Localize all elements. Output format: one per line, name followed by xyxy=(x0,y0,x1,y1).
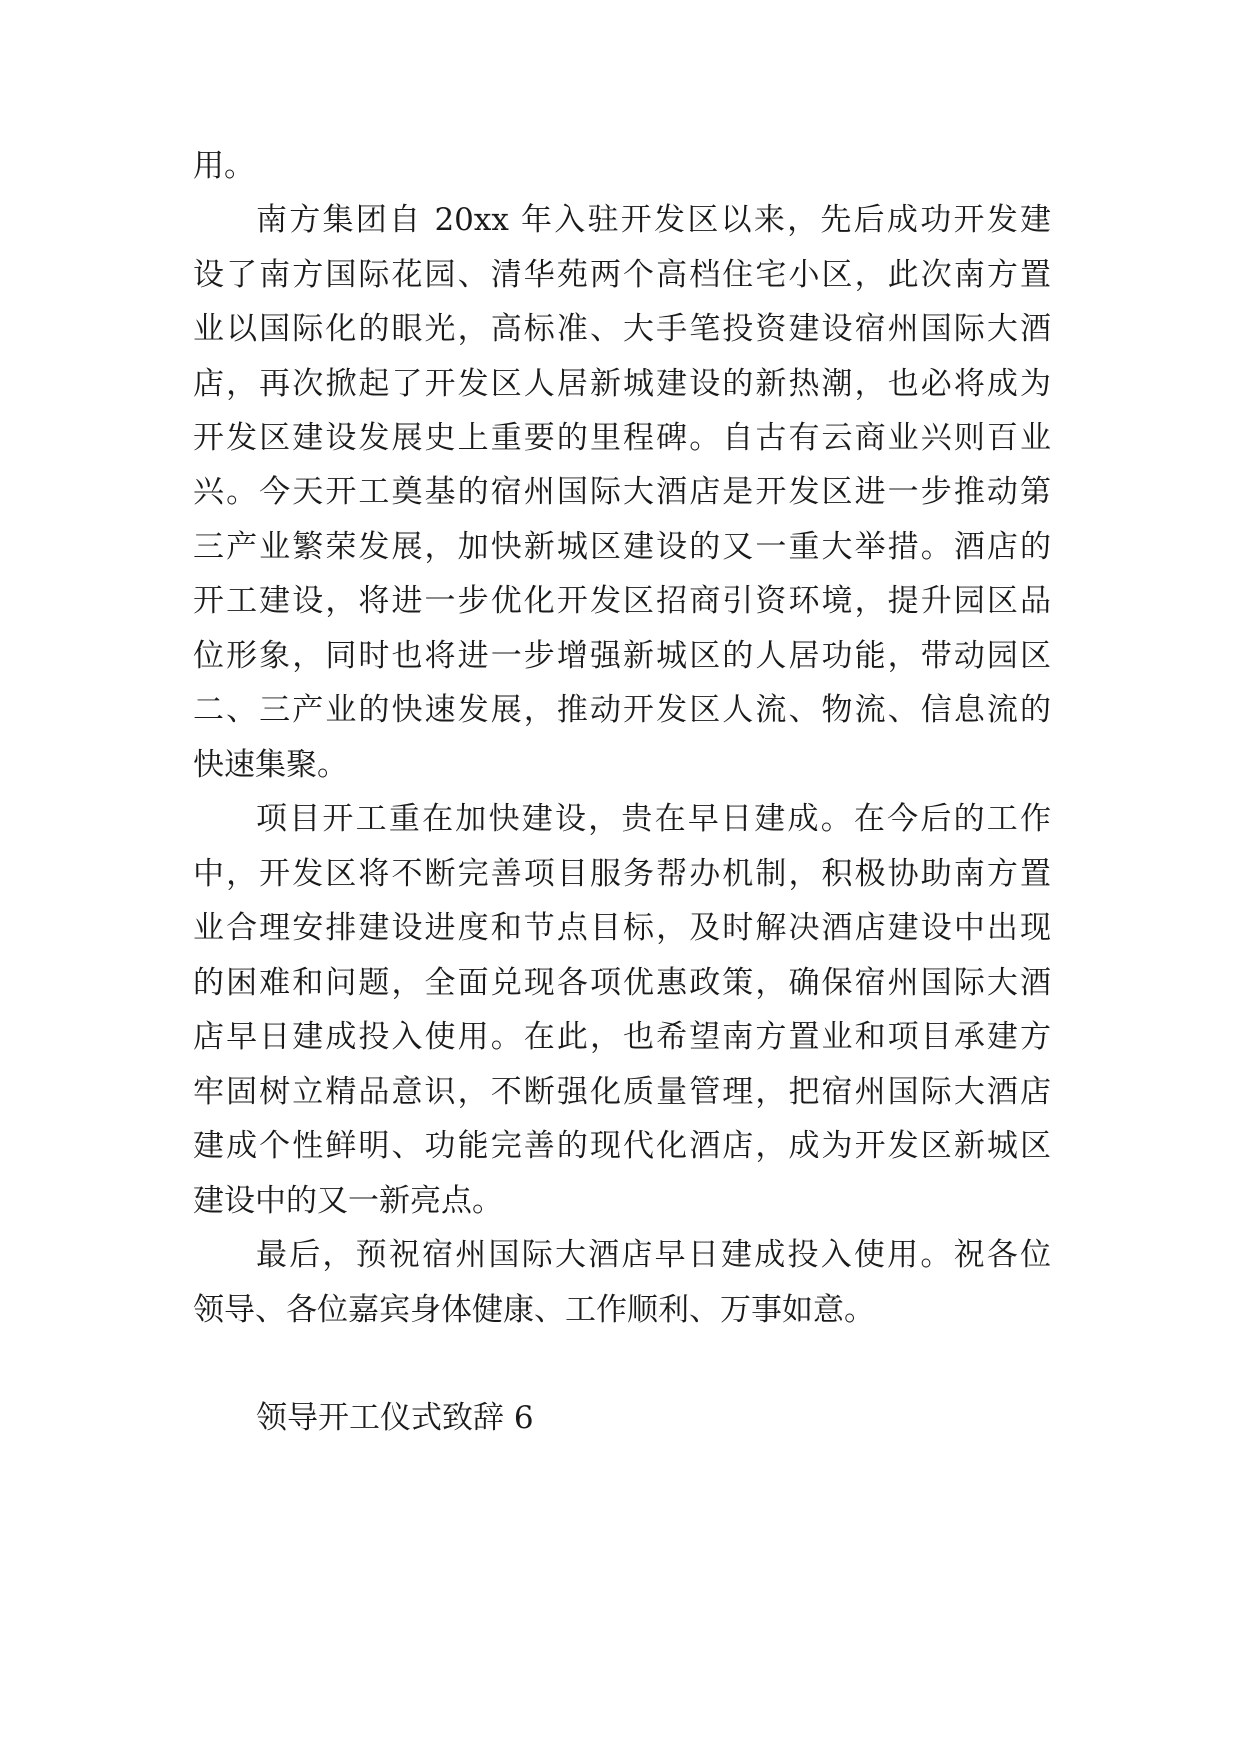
paragraph-line: 三产业繁荣发展，加快新城区建设的又一重大举措。酒店的 xyxy=(193,529,1051,565)
paragraph-line: 店早日建成投入使用。在此，也希望南方置业和项目承建方 xyxy=(193,1019,1051,1055)
paragraph-line: 开工建设，将进一步优化开发区招商引资环境，提升园区品 xyxy=(193,583,1051,619)
paragraph-line: 设了南方国际花园、清华苑两个高档住宅小区，此次南方置 xyxy=(193,257,1051,293)
paragraph-line: 建成个性鲜明、功能完善的现代化酒店，成为开发区新城区 xyxy=(193,1128,1051,1164)
paragraph-line: 用。 xyxy=(193,148,255,184)
paragraph-line: 兴。今天开工奠基的宿州国际大酒店是开发区进一步推动第 xyxy=(193,474,1051,510)
paragraph-line: 快速集聚。 xyxy=(193,747,348,783)
paragraph-line: 牢固树立精品意识，不断强化质量管理，把宿州国际大酒店 xyxy=(193,1074,1051,1110)
paragraph-line: 的困难和问题，全面兑现各项优惠政策，确保宿州国际大酒 xyxy=(193,965,1051,1001)
paragraph-line: 业以国际化的眼光，高标准、大手笔投资建设宿州国际大酒 xyxy=(193,311,1051,347)
paragraph-line: 位形象，同时也将进一步增强新城区的人居功能，带动园区 xyxy=(193,638,1051,674)
paragraph-line: 二、三产业的快速发展，推动开发区人流、物流、信息流的 xyxy=(193,692,1051,728)
paragraph-line: 南方集团自 20xx 年入驻开发区以来，先后成功开发建 xyxy=(256,202,1051,238)
paragraph-line: 项目开工重在加快建设，贵在早日建成。在今后的工作 xyxy=(256,801,1051,837)
paragraph-line: 中，开发区将不断完善项目服务帮办机制，积极协助南方置 xyxy=(193,856,1051,892)
section-heading: 领导开工仪式致辞 6 xyxy=(256,1400,534,1436)
paragraph-line: 领导、各位嘉宾身体健康、工作顺利、万事如意。 xyxy=(193,1292,875,1328)
paragraph-line: 建设中的又一新亮点。 xyxy=(193,1183,503,1219)
paragraph-line: 业合理安排建设进度和节点目标，及时解决酒店建设中出现 xyxy=(193,910,1051,946)
paragraph-line: 店，再次掀起了开发区人居新城建设的新热潮，也必将成为 xyxy=(193,366,1051,402)
paragraph-line: 开发区建设发展史上重要的里程碑。自古有云商业兴则百业 xyxy=(193,420,1051,456)
paragraph-line: 最后，预祝宿州国际大酒店早日建成投入使用。祝各位 xyxy=(256,1237,1051,1273)
